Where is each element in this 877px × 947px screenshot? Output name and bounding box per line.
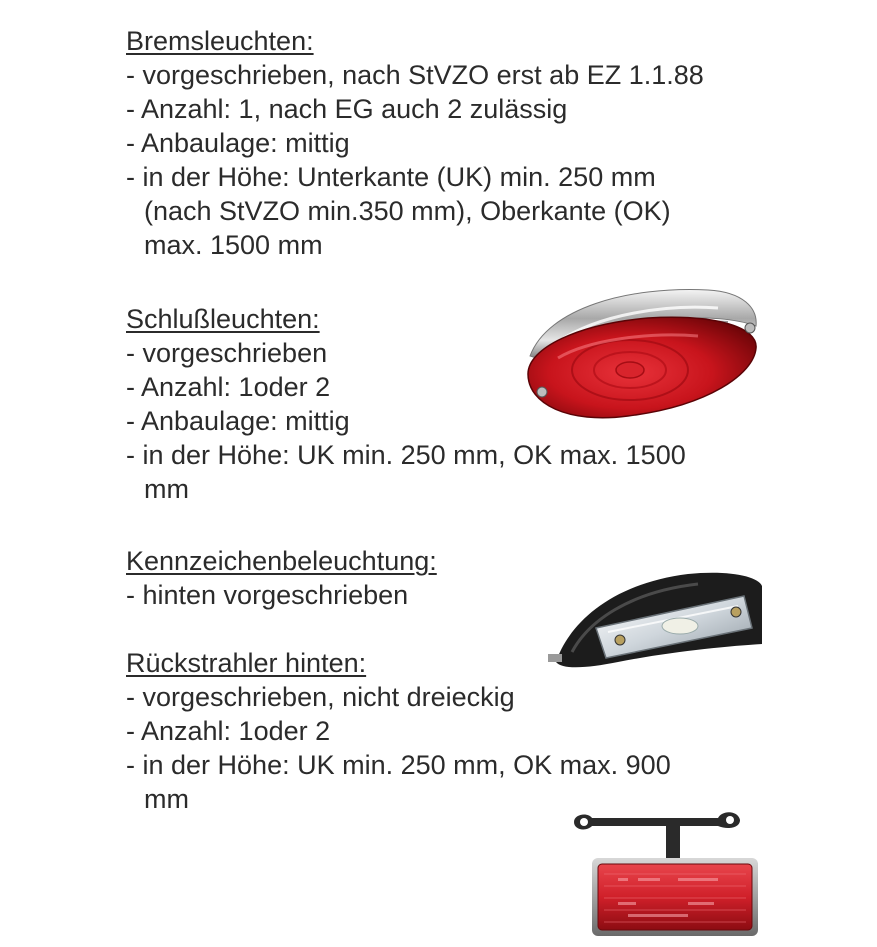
list-item-continuation: max. 1500 mm <box>144 230 323 260</box>
list-item-continuation: mm <box>144 474 189 504</box>
section-heading: Schlußleuchten: <box>126 304 320 334</box>
list-item-continuation: (nach StVZO min.350 mm), Oberkante (OK) <box>144 196 671 226</box>
tail-light-icon <box>518 278 766 426</box>
list-item: - Anbaulage: mittig <box>126 406 350 436</box>
list-item: - Anzahl: 1oder 2 <box>126 716 331 746</box>
list-item: - vorgeschrieben, nach StVZO erst ab EZ 1.1.88 <box>126 60 704 90</box>
section-heading: Kennzeichenbeleuchtung: <box>126 546 437 576</box>
license-plate-light-icon <box>548 566 768 678</box>
list-item: - in der Höhe: UK min. 250 mm, OK max. 1500 <box>126 440 686 470</box>
list-item: - vorgeschrieben, nicht dreieckig <box>126 682 515 712</box>
list-item: - vorgeschrieben <box>126 338 328 368</box>
section-heading: Rückstrahler hinten: <box>126 648 367 678</box>
section-kennzeichenbeleuchtung <box>126 544 437 612</box>
list-item: - hinten vorgeschrieben <box>126 580 409 610</box>
license-plate-light-image <box>548 566 768 678</box>
list-item: - in der Höhe: Unterkante (UK) min. 250 mm <box>126 162 656 192</box>
rear-reflector-image <box>568 808 764 942</box>
list-item-continuation: mm <box>144 784 189 814</box>
list-item: - Anzahl: 1oder 2 <box>126 372 331 402</box>
list-item: - in der Höhe: UK min. 250 mm, OK max. 900 <box>126 750 671 780</box>
list-item: - Anbaulage: mittig <box>126 128 350 158</box>
section-heading: Bremsleuchten: <box>126 26 314 56</box>
tail-light-image <box>518 278 766 426</box>
rear-reflector-icon <box>568 808 764 942</box>
section-bremsleuchten <box>126 24 704 262</box>
list-item: - Anzahl: 1, nach EG auch 2 zulässig <box>126 94 568 124</box>
